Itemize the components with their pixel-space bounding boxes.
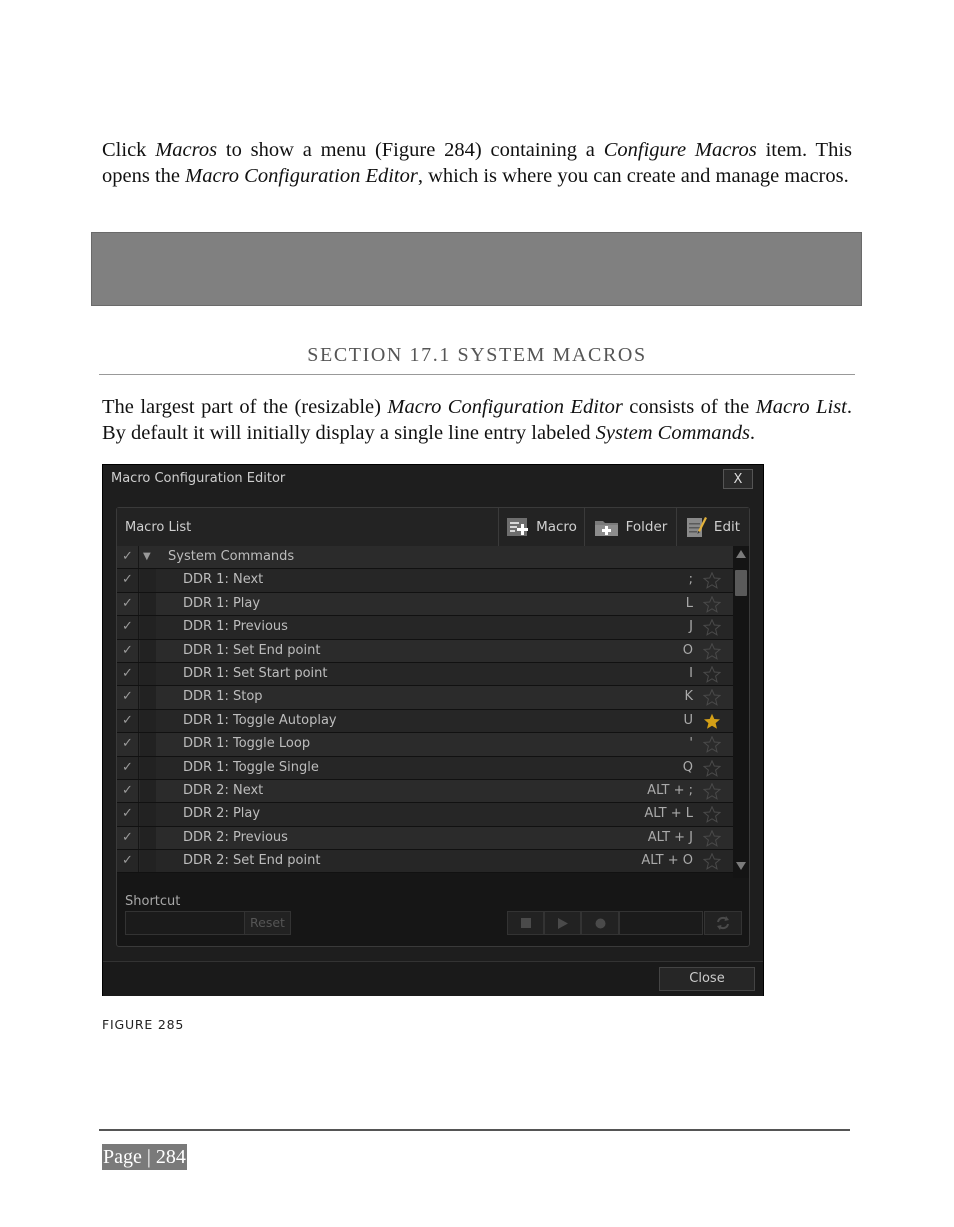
folder-add-icon — [594, 517, 620, 537]
macro-row[interactable] — [117, 757, 733, 780]
row-indent — [140, 827, 156, 849]
system-commands-folder-row[interactable] — [117, 546, 733, 569]
checkmark[interactable]: ✓ — [117, 640, 139, 662]
star-icon[interactable] — [703, 783, 721, 804]
macro-name: DDR 2: Set End point — [183, 853, 321, 869]
row-indent — [140, 663, 156, 685]
row-indent — [140, 733, 156, 755]
macro-name: DDR 1: Toggle Autoplay — [183, 712, 337, 728]
macro-shortcut-key: U — [683, 712, 693, 728]
record-icon — [595, 918, 606, 929]
page-number: Page | 284 — [103, 1146, 186, 1168]
checkmark[interactable]: ✓ — [117, 733, 139, 755]
edit-label: Edit — [713, 519, 741, 535]
macro-name: DDR 1: Set Start point — [183, 665, 328, 681]
macro-shortcut-key: ' — [689, 736, 693, 752]
macro-name: DDR 2: Previous — [183, 829, 288, 845]
macro-shortcut-key: ; — [688, 572, 693, 588]
macro-name: DDR 2: Play — [183, 806, 261, 822]
intro-paragraph: Click Macros to show a menu (Figure 284) containing a Configure Macros item. This opens the Macro Configuration Editor, which is where you can create and manage macros. — [102, 139, 852, 187]
section-title: SECTION 17.1 SYSTEM MACROS — [307, 344, 647, 366]
macro-shortcut-key: J — [689, 619, 693, 635]
macro-list-panel — [116, 507, 750, 947]
macro-shortcut-key: K — [684, 689, 693, 705]
macro-row[interactable] — [117, 803, 733, 826]
macro-add-icon — [506, 516, 530, 538]
window-close-button[interactable]: X — [723, 469, 753, 489]
macro-row[interactable] — [117, 593, 733, 616]
scroll-up-icon[interactable] — [736, 550, 746, 558]
record-button[interactable] — [581, 911, 619, 935]
checkmark[interactable]: ✓ — [117, 546, 139, 568]
macro-shortcut-key: I — [689, 665, 693, 681]
macro-row[interactable] — [117, 780, 733, 803]
macro-shortcut-key: O — [682, 642, 693, 658]
star-icon[interactable] — [703, 760, 721, 781]
macro-row[interactable] — [117, 616, 733, 639]
list-scrollbar[interactable] — [733, 546, 749, 878]
star-icon[interactable] — [703, 736, 721, 757]
macro-name: DDR 2: Next — [183, 782, 264, 798]
macro-row[interactable] — [117, 710, 733, 733]
row-indent — [140, 850, 156, 872]
row-indent — [140, 569, 156, 591]
star-icon[interactable] — [703, 572, 721, 593]
add-folder-label: Folder — [625, 519, 668, 535]
checkmark[interactable]: ✓ — [117, 686, 139, 708]
macro-shortcut-key: ALT + J — [647, 829, 693, 845]
grey-band — [91, 232, 862, 306]
macro-name: DDR 1: Play — [183, 595, 261, 611]
macro-shortcut-key: Q — [682, 759, 693, 775]
star-icon[interactable] — [703, 713, 721, 734]
checkmark[interactable]: ✓ — [117, 850, 139, 872]
star-icon[interactable] — [703, 643, 721, 664]
scroll-down-icon[interactable] — [736, 862, 746, 870]
stop-button[interactable] — [507, 911, 544, 935]
row-indent — [140, 757, 156, 779]
macro-list-header — [117, 508, 749, 547]
macro-row[interactable] — [117, 850, 733, 873]
edit-note-icon — [686, 515, 708, 539]
macro-name: DDR 1: Next — [183, 572, 264, 588]
body-paragraph: The largest part of the (resizable) Macro Configuration Editor consists of the Macro List. By default it will initially display a single line entry labeled System Commands. — [102, 396, 852, 444]
macro-name: DDR 1: Set End point — [183, 642, 321, 658]
close-button[interactable]: Close — [659, 967, 755, 991]
reset-button[interactable]: Reset — [244, 911, 291, 935]
macro-row[interactable] — [117, 733, 733, 756]
star-icon[interactable] — [703, 666, 721, 687]
row-indent — [140, 780, 156, 802]
checkmark[interactable]: ✓ — [117, 593, 139, 615]
scroll-thumb[interactable] — [735, 570, 747, 596]
edit-button[interactable] — [676, 508, 749, 546]
macro-row[interactable] — [117, 663, 733, 686]
shortcut-input[interactable] — [125, 911, 245, 935]
row-indent — [140, 593, 156, 615]
macro-config-editor-window — [102, 464, 764, 996]
star-icon[interactable] — [703, 830, 721, 851]
macro-shortcut-key: L — [685, 595, 693, 611]
star-icon[interactable] — [703, 689, 721, 710]
loop-button[interactable] — [704, 911, 742, 935]
checkmark[interactable]: ✓ — [117, 663, 139, 685]
refresh-icon — [715, 916, 731, 930]
checkmark[interactable]: ✓ — [117, 803, 139, 825]
macro-row[interactable] — [117, 640, 733, 663]
play-icon — [558, 918, 568, 929]
shortcut-label: Shortcut — [125, 894, 181, 909]
macro-name: DDR 1: Toggle Loop — [183, 736, 311, 752]
add-macro-button[interactable] — [498, 508, 584, 546]
checkmark[interactable]: ✓ — [117, 710, 139, 732]
section-rule — [99, 374, 855, 375]
checkmark[interactable]: ✓ — [117, 616, 139, 638]
star-icon[interactable] — [703, 853, 721, 874]
macro-name: DDR 1: Stop — [183, 689, 263, 705]
checkmark[interactable]: ✓ — [117, 757, 139, 779]
star-icon[interactable] — [703, 806, 721, 827]
figure-caption: FIGURE 285 — [102, 1017, 185, 1032]
row-indent — [140, 710, 156, 732]
macro-list-label: Macro List — [125, 520, 192, 535]
folder-name: System Commands — [168, 549, 295, 564]
window-title: Macro Configuration Editor — [111, 471, 286, 486]
macro-shortcut-key: ALT + L — [644, 806, 693, 822]
footer-rule — [99, 1129, 850, 1131]
macro-row[interactable] — [117, 827, 733, 850]
star-icon[interactable] — [703, 619, 721, 640]
expand-arrow-icon[interactable]: ▼ — [143, 551, 151, 562]
star-icon[interactable] — [703, 596, 721, 617]
row-indent — [140, 686, 156, 708]
macro-row[interactable] — [117, 569, 733, 592]
add-macro-label: Macro — [536, 519, 577, 535]
macro-list — [117, 546, 733, 873]
checkmark[interactable]: ✓ — [117, 827, 139, 849]
row-indent — [140, 803, 156, 825]
macro-shortcut-key: ALT + O — [641, 853, 693, 869]
macro-row[interactable] — [117, 686, 733, 709]
stop-icon — [521, 918, 531, 928]
macro-name: DDR 1: Previous — [183, 619, 288, 635]
macro-name: DDR 1: Toggle Single — [183, 759, 319, 775]
macro-speed-field[interactable] — [619, 911, 703, 935]
row-indent — [140, 616, 156, 638]
row-indent — [140, 640, 156, 662]
add-folder-button[interactable] — [584, 508, 676, 546]
macro-shortcut-key: ALT + ; — [647, 782, 693, 798]
checkmark[interactable]: ✓ — [117, 569, 139, 591]
play-button[interactable] — [544, 911, 581, 935]
checkmark[interactable]: ✓ — [117, 780, 139, 802]
